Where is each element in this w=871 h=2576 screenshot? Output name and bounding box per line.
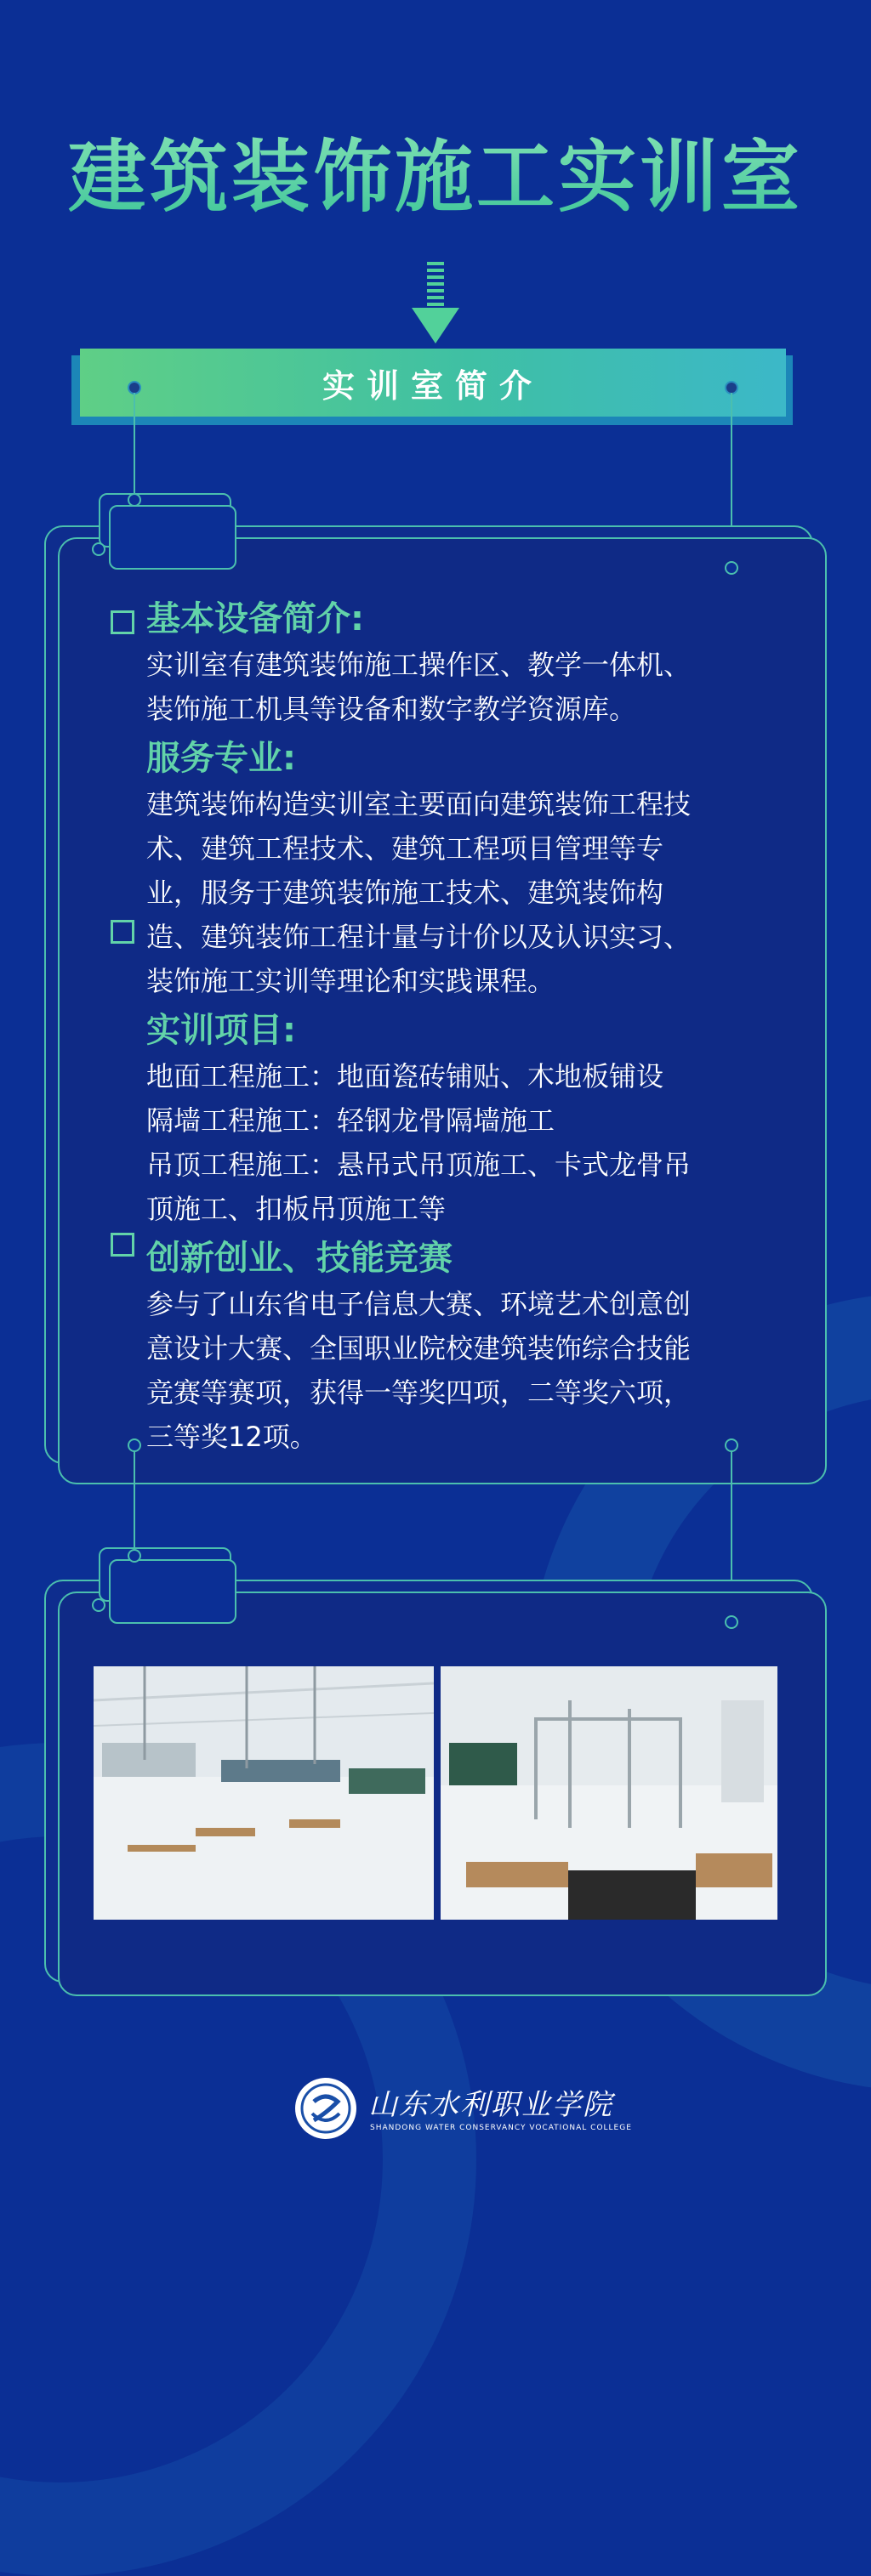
body-line: 装饰施工实训等理论和实践课程。 — [146, 965, 555, 997]
down-arrow-icon — [412, 262, 459, 343]
body-line: 建筑装饰构造实训室主要面向建筑装饰工程技 — [146, 788, 692, 820]
section-title: 服务专业: — [146, 739, 296, 778]
intro-content — [111, 595, 783, 1459]
connector-ring — [128, 493, 141, 507]
body-line: 装饰施工机具等设备和数字教学资源库。 — [146, 693, 637, 725]
section-projects — [111, 1007, 783, 1231]
panel-tab — [109, 505, 236, 570]
body-line: 造、建筑装饰工程计量与计价以及认识实习、 — [146, 921, 692, 953]
connector-ring — [128, 1438, 141, 1452]
section-equipment — [111, 595, 783, 731]
section-majors — [111, 735, 783, 1003]
connector-line — [134, 1445, 135, 1556]
school-logo — [293, 2076, 632, 2144]
body-line: 顶施工、扣板吊顶施工等 — [146, 1193, 447, 1225]
section-title: 创新创业、技能竞赛 — [146, 1239, 453, 1278]
school-name-script: 山东水利职业学院 — [368, 2088, 613, 2122]
body-line: 术、建筑工程技术、建筑工程项目管理等专 — [146, 832, 664, 865]
body-line: 参与了山东省电子信息大赛、环境艺术创意创 — [146, 1288, 692, 1320]
room-illustration — [441, 1666, 777, 1920]
banner-label: 实训室简介 — [322, 366, 544, 405]
connector-ring — [92, 542, 105, 556]
panel-tab — [109, 1559, 236, 1624]
school-name-en: SHANDONG WATER CONSERVANCY VOCATIONAL COLLEGE — [370, 2124, 632, 2132]
connector-ring — [725, 561, 738, 575]
connector-ring — [92, 1598, 105, 1612]
section-banner — [80, 349, 786, 417]
school-emblem-icon — [293, 2076, 358, 2141]
training-room-photo-left — [94, 1666, 434, 1920]
body-line: 竞赛等赛项，获得一等奖四项，二等奖六项， — [146, 1376, 692, 1409]
body-line: 隔墙工程施工：轻钢龙骨隔墙施工 — [146, 1104, 555, 1137]
body-line: 三等奖12项。 — [146, 1421, 317, 1453]
section-competitions — [111, 1234, 783, 1459]
room-illustration — [94, 1666, 434, 1920]
body-line: 地面工程施工：地面瓷砖铺贴、木地板铺设 — [146, 1060, 664, 1092]
body-line: 实训室有建筑装饰施工操作区、教学一体机、 — [146, 649, 692, 681]
connector-line — [134, 393, 135, 496]
connector-ring — [725, 1438, 738, 1452]
page-title: 建筑装饰施工实训室 — [67, 132, 803, 223]
body-line: 吊顶工程施工：悬吊式吊顶施工、卡式龙骨吊 — [146, 1149, 692, 1181]
body-line: 业，服务于建筑装饰施工技术、建筑装饰构 — [146, 877, 664, 909]
section-title: 实训项目: — [146, 1011, 296, 1050]
connector-ring — [725, 1615, 738, 1629]
connector-ring — [128, 1549, 141, 1563]
training-room-photo-right — [441, 1666, 777, 1920]
body-line: 意设计大赛、全国职业院校建筑装饰综合技能 — [146, 1332, 692, 1365]
section-title: 基本设备简介: — [146, 599, 364, 638]
